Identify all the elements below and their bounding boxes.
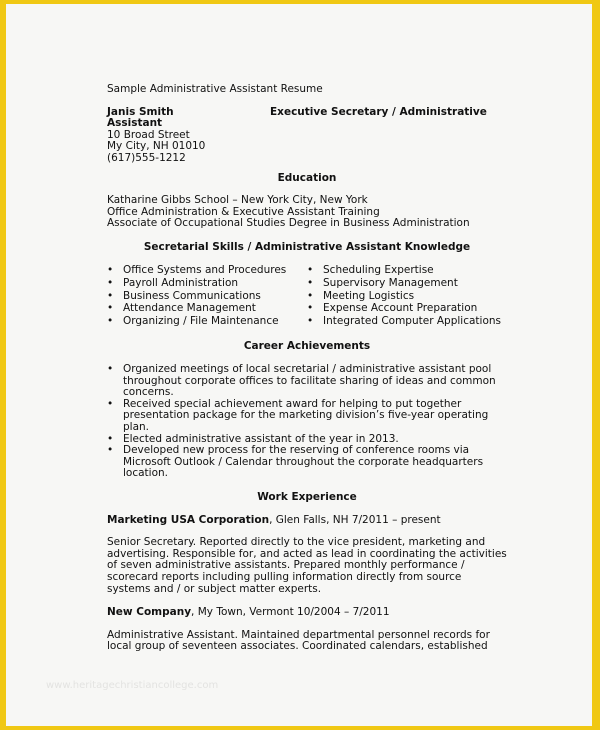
document-title: Sample Administrative Assistant Resume bbox=[107, 83, 323, 95]
resume-page bbox=[6, 4, 592, 726]
candidate-name: Janis Smith bbox=[107, 105, 174, 118]
resume-content bbox=[107, 84, 507, 665]
achievement-item: • Developed new process for the reserving of conference rooms via Microsoft Outlook / Calendar throughout the corporate headquarters location. bbox=[107, 445, 507, 480]
education-program: Office Administration & Executive Assistant Training bbox=[107, 205, 380, 218]
job-title-line1: Executive Secretary / Administrative bbox=[270, 105, 487, 118]
skill-item: • Attendance Management bbox=[107, 303, 307, 315]
skill-item: • Payroll Administration bbox=[107, 278, 307, 290]
skill-item: • Supervisory Management bbox=[307, 278, 501, 290]
phone-number: (617)555-1212 bbox=[107, 151, 186, 164]
resume-header bbox=[107, 107, 507, 165]
address-line1: 10 Broad Street bbox=[107, 128, 190, 141]
job-description: Senior Secretary. Reported directly to the vice president, marketing and advertising. Responsible for, and acted as lead in coordinating the activities of seven administrative assistants. Prepared monthly performance / scorecard reports including pulling information directly from source systems and / or subject matter experts. bbox=[107, 536, 507, 595]
job-details: , My Town, Vermont 10/2004 – 7/2011 bbox=[191, 606, 390, 619]
watermark: www.heritagechristiancollege.com bbox=[46, 680, 219, 691]
skill-item: • Meeting Logistics bbox=[307, 291, 501, 303]
job-entry-2-header bbox=[107, 607, 507, 619]
skill-item: • Integrated Computer Applications bbox=[307, 316, 501, 328]
education-school: Katharine Gibbs School – New York City, New York bbox=[107, 194, 368, 207]
achievement-item: • Received special achievement award for helping to put together presentation package for the marketing division’s five-year operating plan. bbox=[107, 399, 507, 434]
education-degree: Associate of Occupational Studies Degree in Business Administration bbox=[107, 217, 470, 230]
achievement-item: • Organized meetings of local secretarial / administrative assistant pool throughout corporate offices to facilitate sharing of ideas and common concerns. bbox=[107, 364, 507, 399]
company-name: Marketing USA Corporation bbox=[107, 513, 270, 526]
skill-item: • Organizing / File Maintenance bbox=[107, 316, 307, 328]
experience-heading: Work Experience bbox=[257, 490, 357, 503]
job-description: Administrative Assistant. Maintained departmental personnel records for local group of seventeen associates. Coordinated calendars, established bbox=[107, 628, 490, 653]
education-heading: Education bbox=[277, 171, 337, 184]
skills-list-right bbox=[307, 265, 501, 330]
job-details: , Glen Falls, NH 7/2011 – present bbox=[269, 513, 441, 526]
achievements-list bbox=[107, 364, 507, 480]
company-name: New Company bbox=[107, 606, 192, 619]
job-title-line2: Assistant bbox=[107, 117, 163, 130]
address-line2: My City, NH 01010 bbox=[107, 140, 206, 153]
skill-item: • Expense Account Preparation bbox=[307, 303, 501, 315]
skill-item: • Business Communications bbox=[107, 291, 307, 303]
skill-item: • Office Systems and Procedures bbox=[107, 265, 307, 277]
job-entry-1-header bbox=[107, 515, 507, 527]
skills-list-left bbox=[107, 265, 307, 330]
achievements-heading: Career Achievements bbox=[243, 340, 371, 353]
skill-item: • Scheduling Expertise bbox=[307, 265, 501, 277]
skills-heading: Secretarial Skills / Administrative Assistant Knowledge bbox=[143, 240, 471, 253]
achievement-item: • Elected administrative assistant of the year in 2013. bbox=[107, 434, 507, 446]
education-section bbox=[107, 195, 507, 230]
skills-section bbox=[107, 265, 507, 330]
